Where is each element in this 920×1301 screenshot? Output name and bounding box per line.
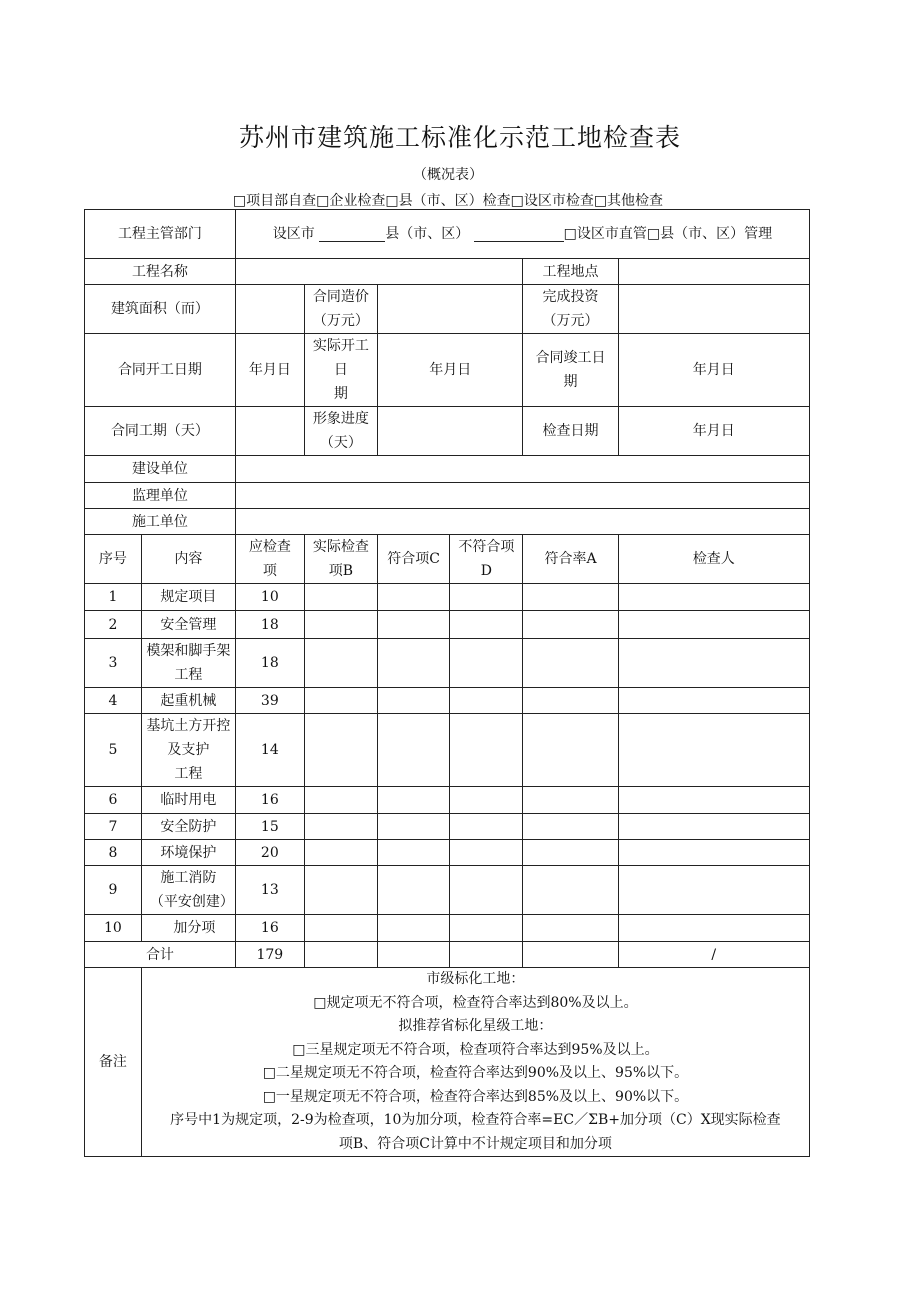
row-actual[interactable]: [304, 866, 377, 915]
row-content: 安全防护: [141, 814, 235, 840]
contract-end-value[interactable]: 年月日: [618, 334, 809, 407]
row-rate[interactable]: [523, 688, 618, 714]
project-name-label: 工程名称: [85, 259, 236, 285]
row-content: [141, 866, 235, 915]
col-actual: [304, 535, 377, 584]
row-nonconform[interactable]: [450, 639, 523, 688]
row-due: 16: [235, 787, 304, 814]
dept-label: 工程主管部门: [85, 210, 236, 259]
note-line: 序号中1为规定项，2-9为检查项，10为加分项，检查符合率=EC／ΣB+加分项（C）X现实际检查: [170, 1112, 781, 1128]
table-row: [85, 787, 810, 814]
col-content: 内容: [141, 535, 235, 584]
row-nonconform[interactable]: [450, 866, 523, 915]
area-row: [85, 285, 810, 334]
row-content: 加分项: [141, 915, 235, 942]
row-seq: 4: [85, 688, 142, 714]
note-line[interactable]: □二星规定项无不符合项，检查符合率达到90%及以上、95%以下。: [262, 1065, 689, 1081]
check-date-label: 检查日期: [523, 407, 618, 456]
col-nonconform-2: D: [480, 563, 492, 579]
row-content: 安全管理: [141, 611, 235, 639]
project-site-value[interactable]: [618, 259, 809, 285]
contract-cost-unit: （万元）: [312, 313, 369, 329]
form-title: 苏州市建筑施工标准化示范工地检查表: [238, 123, 681, 152]
row-conform[interactable]: [378, 584, 450, 611]
row-content: 模架和脚手架工程: [141, 639, 235, 688]
row-seq: 7: [85, 814, 142, 840]
inspection-table: [84, 209, 810, 1157]
row-conform[interactable]: [378, 639, 450, 688]
contract-end-label: [523, 334, 618, 407]
row-due: 20: [235, 840, 304, 866]
invest-text: 完成投资: [542, 289, 599, 305]
row-actual[interactable]: [304, 714, 377, 787]
row-nonconform[interactable]: [450, 611, 523, 639]
col-conform: 符合项C: [378, 535, 450, 584]
table-row: [85, 639, 810, 688]
row-conform[interactable]: [378, 814, 450, 840]
col-due-2: 项: [262, 563, 277, 579]
row-seq: 1: [85, 584, 142, 611]
col-nonconform-1: 不符合项: [458, 539, 515, 555]
row-seq: 6: [85, 787, 142, 814]
row-content-line-1: 施工消防: [160, 870, 217, 886]
col-inspector: 检查人: [618, 535, 809, 584]
row-content: 起重机械: [141, 688, 235, 714]
table-row: [85, 611, 810, 639]
row-actual[interactable]: [304, 787, 377, 814]
row-seq: 8: [85, 840, 142, 866]
contractor-label: 施工单位: [85, 509, 236, 535]
project-name-row: [85, 259, 810, 285]
row-inspector[interactable]: [618, 840, 809, 866]
invest-unit: （万元）: [542, 313, 599, 329]
col-due-1: 应检查: [248, 539, 291, 555]
contract-end-text-2: 期: [563, 374, 578, 390]
note-line: 项B、符合项C计算中不计规定项目和加分项: [338, 1135, 612, 1152]
progress-text: 形象进度: [312, 411, 369, 427]
note-line: 市级标化工地：: [426, 971, 525, 987]
notes-content: [141, 968, 809, 1157]
row-seq: 2: [85, 611, 142, 639]
total-row: [85, 942, 810, 968]
check-type-options[interactable]: □项目部自查□企业检查□县（市、区）检查□设区市检查□其他检查: [232, 193, 664, 209]
table-row: [85, 584, 810, 611]
total-actual[interactable]: [304, 942, 377, 968]
row-inspector[interactable]: [618, 611, 809, 639]
row-seq: 10: [85, 915, 142, 942]
row-actual[interactable]: [304, 915, 377, 942]
row-due: 39: [235, 688, 304, 714]
total-rate[interactable]: [523, 942, 618, 968]
actual-start-label: [304, 334, 377, 407]
row-due: 13: [235, 866, 304, 915]
dept-row: [85, 210, 810, 259]
row-nonconform[interactable]: [450, 787, 523, 814]
row-content-line-2: 工程: [174, 766, 203, 782]
progress-label: [304, 407, 377, 456]
row-conform[interactable]: [378, 840, 450, 866]
progress-value[interactable]: [378, 407, 523, 456]
table-row: [85, 840, 810, 866]
table-row: [85, 688, 810, 714]
row-actual[interactable]: [304, 639, 377, 688]
note-line[interactable]: □规定项无不符合项，检查符合率达到80%及以上。: [313, 994, 638, 1011]
row-content: 临时用电: [141, 787, 235, 814]
note-line: 拟推荐省标化星级工地：: [398, 1018, 553, 1034]
row-inspector[interactable]: [618, 714, 809, 787]
contract-start-label: 合同开工日期: [85, 334, 236, 407]
invest-value[interactable]: [618, 285, 809, 334]
supervisor-label: 监理单位: [85, 483, 236, 509]
col-rate: 符合率A: [523, 535, 618, 584]
row-inspector[interactable]: [618, 787, 809, 814]
row-conform[interactable]: [378, 688, 450, 714]
total-nonconform[interactable]: [450, 942, 523, 968]
contractor-row: [85, 509, 810, 535]
table-row: [85, 714, 810, 787]
dept-city-blank[interactable]: [319, 227, 385, 242]
contract-days-value[interactable]: [235, 407, 304, 456]
row-content: [141, 714, 235, 787]
row-rate[interactable]: [523, 840, 618, 866]
row-due: 10: [235, 584, 304, 611]
actual-start-text-1: 实际开工日: [312, 338, 369, 378]
row-inspector[interactable]: [618, 688, 809, 714]
table-row: [85, 915, 810, 942]
total-inspector: /: [618, 942, 809, 968]
contract-cost-value[interactable]: [378, 285, 523, 334]
row-due: 18: [235, 611, 304, 639]
row-due: 14: [235, 714, 304, 787]
row-rate[interactable]: [523, 866, 618, 915]
row-conform[interactable]: [378, 787, 450, 814]
note-line[interactable]: □一星规定项无不符合项，检查符合率达到85%及以上、90%以下。: [262, 1088, 689, 1105]
check-date-value[interactable]: 年月日: [618, 407, 809, 456]
row-content-line-2: （平安创建）: [149, 894, 234, 910]
row-nonconform[interactable]: [450, 814, 523, 840]
dept-county-label: 县（市、区）: [385, 226, 470, 242]
row-actual[interactable]: [304, 584, 377, 611]
contract-start-value[interactable]: 年月日: [235, 334, 304, 407]
row-nonconform[interactable]: [450, 688, 523, 714]
total-due: 179: [235, 942, 304, 968]
col-actual-1: 实际检查: [312, 539, 369, 555]
dept-manage-options[interactable]: □设区市直管□县（市、区）管理: [563, 226, 773, 242]
builder-label: 建设单位: [85, 456, 236, 483]
contract-days-label: 合同工期（天）: [85, 407, 236, 456]
col-actual-2: 项B: [328, 563, 354, 579]
row-rate[interactable]: [523, 611, 618, 639]
row-rate[interactable]: [523, 915, 618, 942]
progress-unit: （天）: [319, 435, 362, 451]
dept-county-blank[interactable]: [474, 227, 564, 242]
col-due: [235, 535, 304, 584]
contractor-value[interactable]: [235, 509, 809, 535]
row-conform[interactable]: [378, 611, 450, 639]
area-label: 建筑面积（而）: [85, 285, 236, 334]
row-rate[interactable]: [523, 714, 618, 787]
actual-start-value[interactable]: 年月日: [378, 334, 523, 407]
contract-end-text-1: 合同竣工日: [535, 350, 606, 366]
row-nonconform[interactable]: [450, 915, 523, 942]
row-inspector[interactable]: [618, 866, 809, 915]
row-rate[interactable]: [523, 639, 618, 688]
project-site-label: 工程地点: [523, 259, 618, 285]
row-inspector[interactable]: [618, 639, 809, 688]
project-name-value[interactable]: [235, 259, 523, 285]
row-inspector[interactable]: [618, 584, 809, 611]
row-inspector[interactable]: [618, 814, 809, 840]
notes-label: 备注: [85, 968, 142, 1157]
dept-city-label: 设区市: [272, 226, 315, 242]
row-actual[interactable]: [304, 814, 377, 840]
row-content: 规定项目: [141, 584, 235, 611]
invest-label: [523, 285, 618, 334]
duration-row: [85, 407, 810, 456]
row-actual[interactable]: [304, 611, 377, 639]
contract-cost-label: [304, 285, 377, 334]
row-actual[interactable]: [304, 840, 377, 866]
row-content-line-1: 基坑土方开控及支护: [146, 718, 231, 758]
column-header-row: [85, 535, 810, 584]
row-nonconform[interactable]: [450, 584, 523, 611]
row-conform[interactable]: [378, 866, 450, 915]
row-rate[interactable]: [523, 787, 618, 814]
supervisor-value[interactable]: [235, 483, 809, 509]
row-nonconform[interactable]: [450, 840, 523, 866]
row-seq: 3: [85, 639, 142, 688]
row-due: 16: [235, 915, 304, 942]
builder-value[interactable]: [235, 456, 809, 483]
form-subtitle: （概况表）: [413, 167, 483, 183]
area-value[interactable]: [235, 285, 304, 334]
contract-cost-text: 合同造价: [312, 289, 369, 305]
row-inspector[interactable]: [618, 915, 809, 942]
row-seq: 9: [85, 866, 142, 915]
row-conform[interactable]: [378, 915, 450, 942]
col-seq: 序号: [85, 535, 142, 584]
row-actual[interactable]: [304, 688, 377, 714]
note-line[interactable]: □三星规定项无不符合项，检查项符合率达到95%及以上。: [292, 1041, 659, 1058]
total-conform[interactable]: [378, 942, 450, 968]
row-conform[interactable]: [378, 714, 450, 787]
supervisor-row: [85, 483, 810, 509]
row-due: 18: [235, 639, 304, 688]
col-nonconform: [450, 535, 523, 584]
table-row: [85, 814, 810, 840]
total-label: 合计: [85, 942, 236, 968]
row-seq: 5: [85, 714, 142, 787]
row-content: 环境保护: [141, 840, 235, 866]
builder-row: [85, 456, 810, 483]
row-nonconform[interactable]: [450, 714, 523, 787]
row-due: 15: [235, 814, 304, 840]
dept-value[interactable]: [235, 210, 809, 259]
notes-row: [85, 968, 810, 1157]
actual-start-text-2: 期: [333, 386, 348, 402]
row-rate[interactable]: [523, 584, 618, 611]
row-rate[interactable]: [523, 814, 618, 840]
start-date-row: [85, 334, 810, 407]
table-row: [85, 866, 810, 915]
